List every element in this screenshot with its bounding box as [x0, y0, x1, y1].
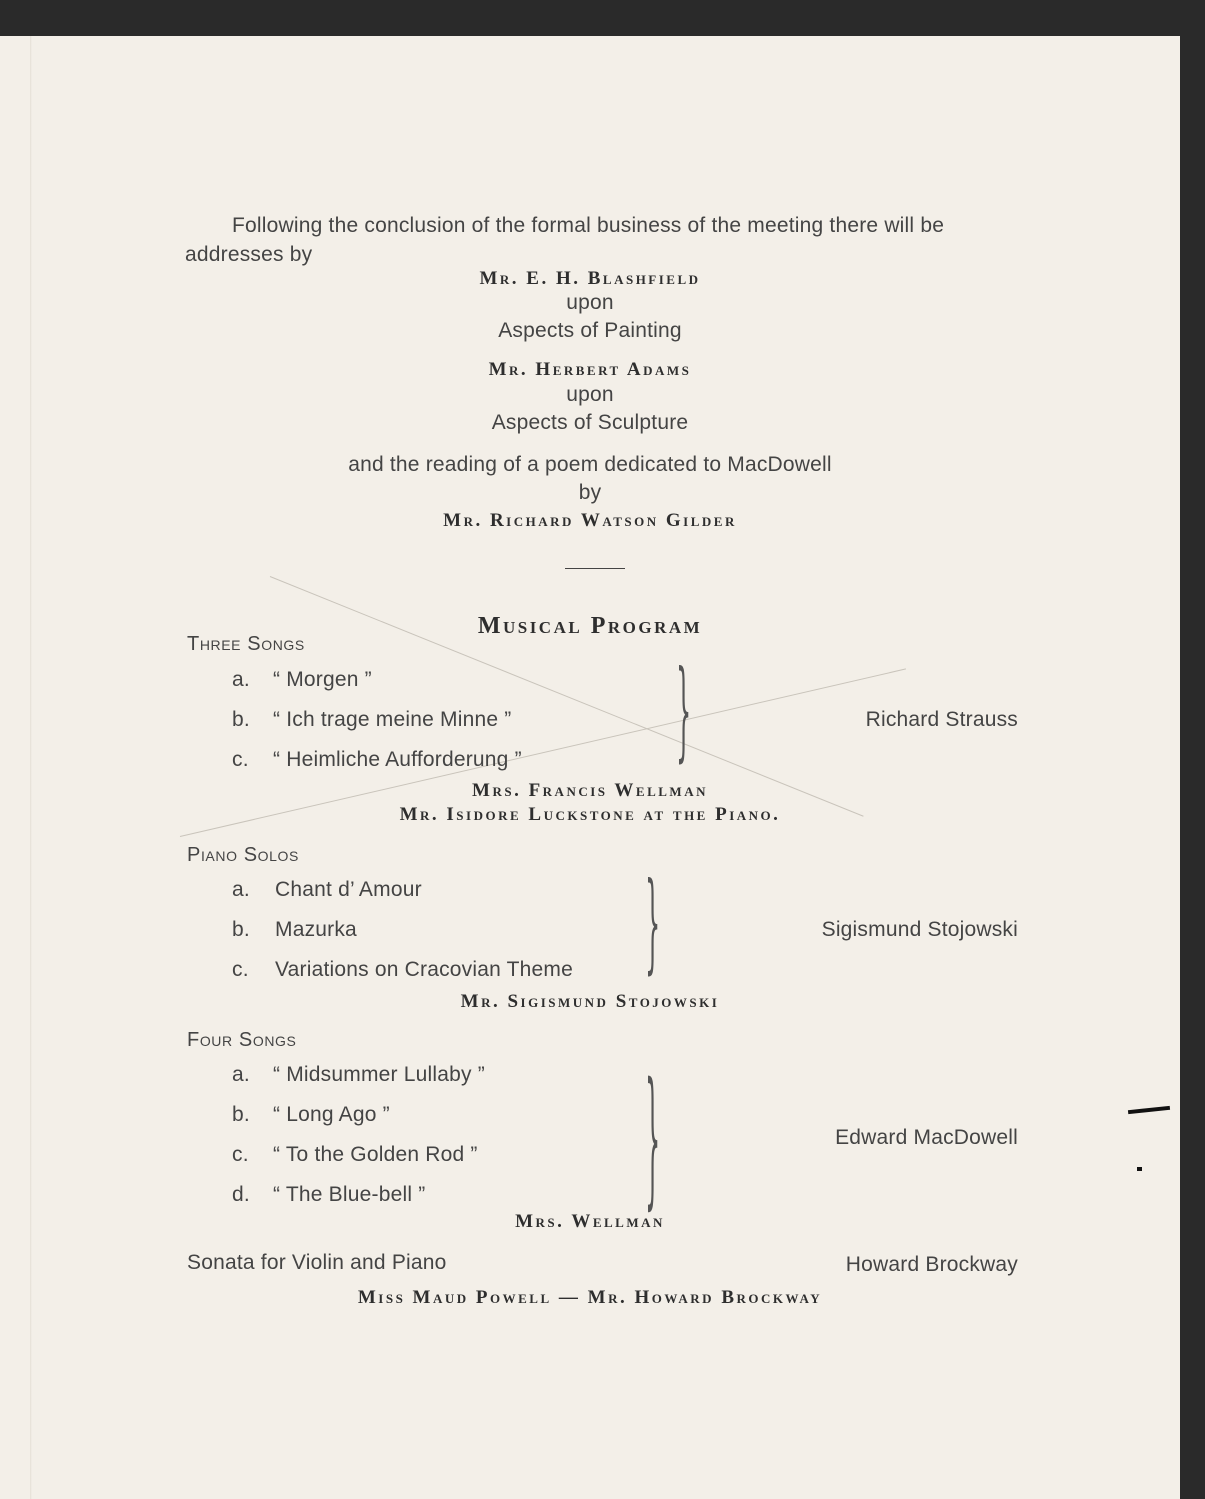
- performer: Mr. Sigismund Stojowski: [460, 991, 720, 1012]
- brace-icon: }: [676, 649, 692, 775]
- composer: Sigismund Stojowski: [821, 918, 1018, 941]
- item-letter: c.: [232, 1143, 249, 1166]
- poem-reader: Mr. Richard Watson Gilder: [443, 510, 737, 531]
- item-title: “ Midsummer Lullaby ”: [273, 1063, 485, 1086]
- divider-rule: [565, 568, 625, 569]
- section-heading: Piano Solos: [187, 844, 299, 866]
- poem-line: and the reading of a poem dedicated to MacDowell: [348, 453, 832, 476]
- address-topic: Aspects of Painting: [498, 319, 682, 342]
- speaker-name: Mr. E. H. Blashfield: [479, 268, 701, 289]
- address-topic: Aspects of Sculpture: [491, 411, 689, 434]
- composer: Edward MacDowell: [835, 1126, 1018, 1149]
- item-letter: a.: [232, 1063, 250, 1086]
- composer: Howard Brockway: [845, 1253, 1018, 1276]
- item-title: Mazurka: [275, 918, 357, 941]
- program-page: [0, 36, 1180, 1499]
- edge-mark: [1137, 1167, 1142, 1171]
- brace-icon: }: [645, 1054, 661, 1226]
- item-letter: c.: [232, 748, 249, 771]
- intro-line-2: addresses by: [185, 243, 313, 266]
- by-label: by: [578, 481, 602, 504]
- performer: Mrs. Francis Wellman: [472, 780, 708, 801]
- item-letter: b.: [232, 1103, 250, 1126]
- upon-label: upon: [566, 291, 614, 314]
- section-heading: Three Songs: [187, 633, 305, 655]
- item-title: “ Morgen ”: [273, 668, 372, 691]
- program-title: Musical Program: [477, 613, 703, 639]
- item-title: “ The Blue-bell ”: [273, 1183, 426, 1206]
- intro-line-1: Following the conclusion of the formal business of the meeting there will be: [232, 214, 945, 237]
- item-title: “ Long Ago ”: [273, 1103, 390, 1126]
- item-letter: b.: [232, 918, 250, 941]
- performer: Mr. Isidore Luckstone at the Piano.: [399, 804, 781, 825]
- performer: Miss Maud Powell — Mr. Howard Brockway: [357, 1287, 823, 1308]
- item-title: “ To the Golden Rod ”: [273, 1143, 478, 1166]
- item-letter: c.: [232, 958, 249, 981]
- section-heading: Four Songs: [187, 1029, 297, 1051]
- composer: Richard Strauss: [865, 708, 1018, 731]
- item-letter: d.: [232, 1183, 250, 1206]
- item-title: “ Heimliche Aufforderung ”: [273, 748, 522, 771]
- item-title: Variations on Cracovian Theme: [275, 958, 574, 981]
- page-fold: [30, 36, 32, 1499]
- sonata-title: Sonata for Violin and Piano: [187, 1251, 447, 1274]
- item-letter: a.: [232, 878, 250, 901]
- item-title: “ Ich trage meine Minne ”: [273, 708, 512, 731]
- item-title: Chant d’ Amour: [275, 878, 422, 901]
- brace-icon: }: [645, 861, 661, 987]
- speaker-name: Mr. Herbert Adams: [488, 359, 692, 380]
- upon-label: upon: [566, 383, 614, 406]
- item-letter: a.: [232, 668, 250, 691]
- performer: Mrs. Wellman: [515, 1211, 665, 1232]
- item-letter: b.: [232, 708, 250, 731]
